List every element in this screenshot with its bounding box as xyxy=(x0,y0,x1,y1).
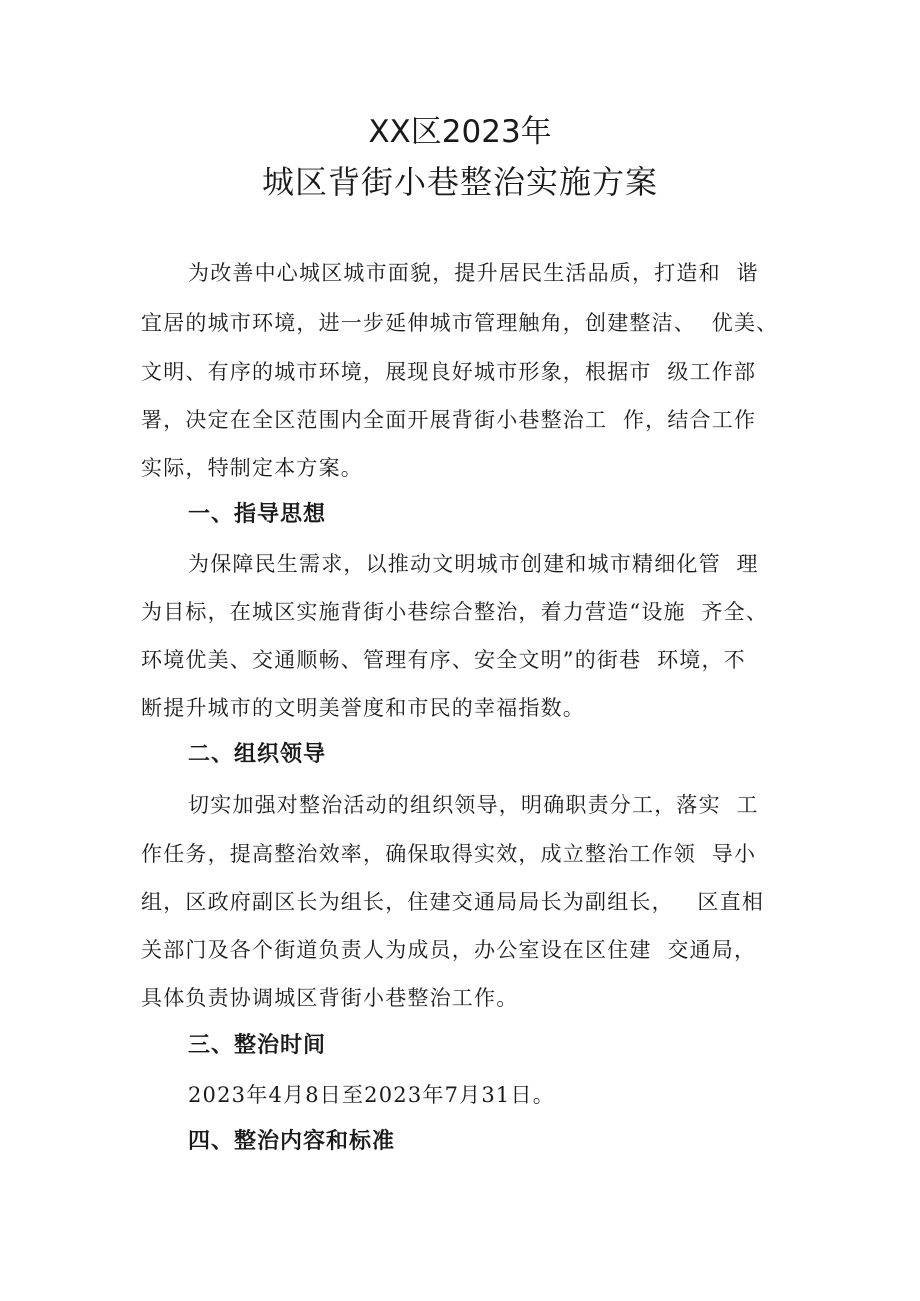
section1-line: 为目标，在城区实施背街小巷综合整治，着力营造“设施 齐全、 xyxy=(141,600,769,624)
section-heading-guiding-ideology: 一、指导思想 xyxy=(188,502,327,527)
intro-line: 实际，特制定本方案。 xyxy=(141,456,363,480)
section2-line: 作任务，提高整治效率，确保取得实效，成立整治工作领 导小 xyxy=(141,842,757,866)
section-heading-organization: 二、组织领导 xyxy=(188,742,327,767)
intro-line: 署，决定在全区范围内全面开展背街小巷整治工 作，结合工作 xyxy=(141,408,757,432)
section3-line: 2023年4月8日至2023年7月31日。 xyxy=(188,1083,555,1107)
section1-line: 环境优美、交通顺畅、管理有序、安全文明”的街巷 环境，不 xyxy=(141,648,746,672)
section2-line: 组，区政府副区长为组长，住建交通局局长为副组长， 区直相 xyxy=(141,890,765,914)
document-title-line1: XX区2023年 xyxy=(368,114,552,150)
section2-line: 关部门及各个街道负责人为成员，办公室设在区住建 交通局， xyxy=(141,938,757,962)
intro-line: 文明、有序的城市环境，展现良好城市形象，根据市 级工作部 xyxy=(141,360,757,384)
section2-line: 切实加强对整治活动的组织领导，明确职责分工，落实 工 xyxy=(188,793,759,817)
intro-line: 为改善中心城区城市面貌，提升居民生活品质，打造和 谐 xyxy=(188,261,759,285)
section1-line: 断提升城市的文明美誉度和市民的幸福指数。 xyxy=(141,696,585,720)
section2-line: 具体负责协调城区背街小巷整治工作。 xyxy=(141,986,519,1010)
section1-line: 为保障民生需求，以推动文明城市创建和城市精细化管 理 xyxy=(188,552,759,576)
section-heading-content-standards: 四、整治内容和标准 xyxy=(188,1129,396,1154)
intro-line: 宜居的城市环境，进一步延伸城市管理触角，创建整洁、 优美、 xyxy=(141,311,779,335)
document-title-line2: 城区背街小巷整治实施方案 xyxy=(261,163,658,201)
section-heading-schedule: 三、整治时间 xyxy=(188,1033,327,1058)
